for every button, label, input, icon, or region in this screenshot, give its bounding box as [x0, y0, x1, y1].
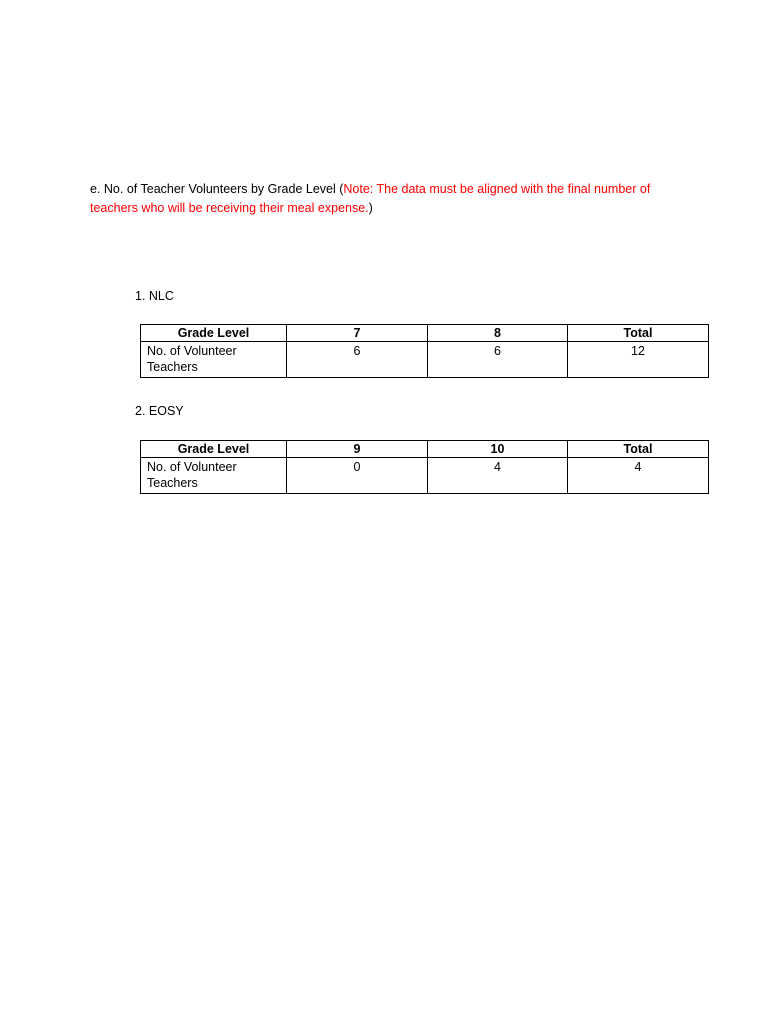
table-row	[141, 458, 709, 494]
header-cell: Grade Level	[141, 441, 287, 458]
header-cell: 9	[287, 441, 428, 458]
header-cell: Total	[568, 325, 709, 342]
header-cell: Total	[568, 441, 709, 458]
total-cell: 12	[568, 342, 709, 378]
value-cell: 4	[428, 458, 568, 494]
row-label-cell: No. of Volunteer Teachers	[141, 458, 287, 494]
heading-note: Note: The data must be aligned with the final number of teachers who will be receiving their meal expense.	[90, 182, 651, 215]
header-cell: 7	[287, 325, 428, 342]
table-header-row	[141, 441, 709, 458]
row-label-cell: No. of Volunteer Teachers	[141, 342, 287, 378]
section-label-nlc: 1. NLC	[135, 289, 174, 303]
nlc-table	[140, 324, 709, 378]
value-cell: 6	[428, 342, 568, 378]
heading-text: e. No. of Teacher Volunteers by Grade Level (	[90, 182, 344, 196]
header-cell: 10	[428, 441, 568, 458]
section-label-eosy: 2. EOSY	[135, 404, 184, 418]
table-row	[141, 342, 709, 378]
total-cell: 4	[568, 458, 709, 494]
value-cell: 0	[287, 458, 428, 494]
table-header-row	[141, 325, 709, 342]
value-cell: 6	[287, 342, 428, 378]
header-cell: 8	[428, 325, 568, 342]
heading-close: )	[368, 201, 373, 215]
header-cell: Grade Level	[141, 325, 287, 342]
section-heading	[90, 180, 690, 218]
eosy-table	[140, 440, 709, 494]
